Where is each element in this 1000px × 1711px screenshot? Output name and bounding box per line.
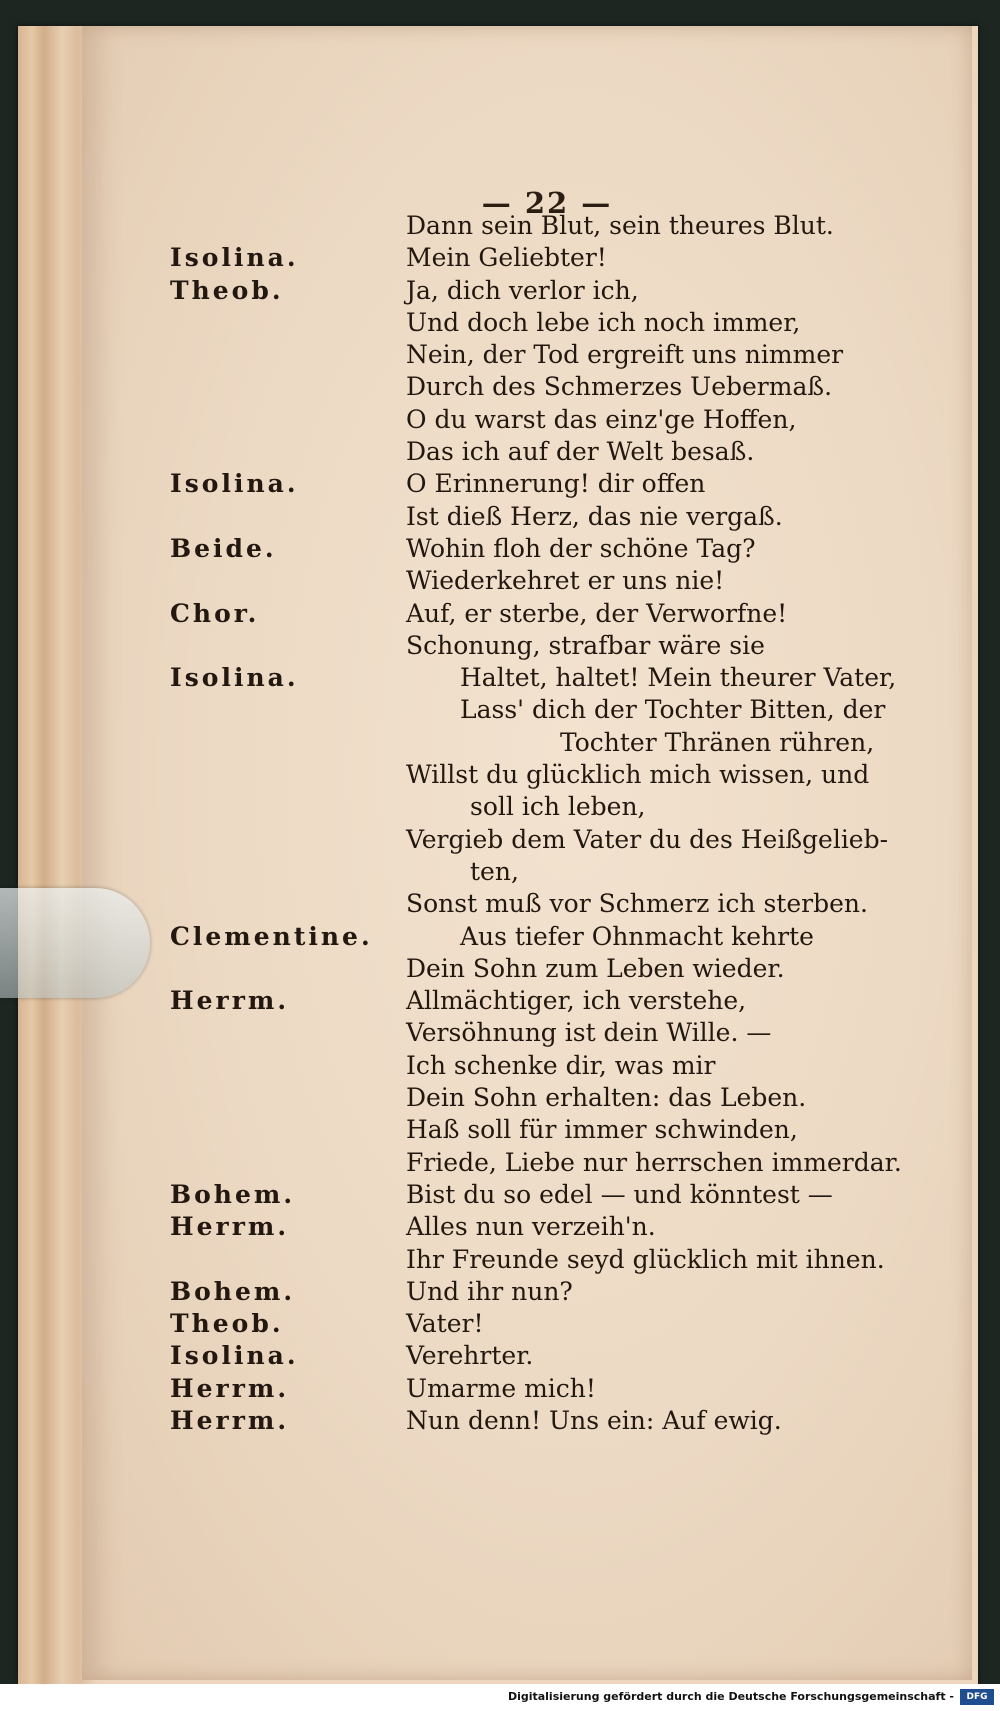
text-line: [170, 1017, 890, 1049]
footer-credit: Digitalisierung gefördert durch die Deutsche Forschungsgemeinschaft -: [507, 1690, 954, 1703]
verse-text: Bist du so edel — und könntest —: [406, 1179, 833, 1209]
verse-text: Lass' dich der Tochter Bitten, der: [460, 695, 886, 725]
speaker-name: Isolina.: [170, 663, 299, 693]
speaker-name: Clementine.: [170, 921, 373, 951]
text-line: [170, 565, 890, 597]
text-line: [170, 242, 890, 274]
speaker-name: Isolina.: [170, 469, 299, 499]
verse-text: Umarme mich!: [406, 1373, 596, 1403]
verse-text: Schonung, strafbar wäre sie: [406, 630, 765, 660]
speaker-name: Herrm.: [170, 1212, 290, 1242]
text-line: [170, 436, 890, 468]
text-line: [170, 404, 890, 436]
verse-text: Dein Sohn zum Leben wieder.: [406, 953, 785, 983]
text-line: [170, 856, 890, 888]
verse-text: Wohin floh der schöne Tag?: [406, 533, 756, 563]
verse-text: Vater!: [406, 1309, 484, 1339]
footer: [0, 1684, 1000, 1711]
verse-text: O du warst das einz'ge Hoffen,: [406, 404, 797, 434]
text-line: [170, 1050, 890, 1082]
dfg-logo-icon: DFG: [960, 1689, 994, 1705]
verse-text: Versöhnung ist dein Wille. —: [406, 1018, 772, 1048]
text-line: [170, 598, 890, 630]
text-line: [170, 1179, 890, 1211]
text-line: [170, 985, 890, 1017]
verse-text: Nun denn! Uns ein: Auf ewig.: [406, 1405, 782, 1435]
text-line: [170, 662, 897, 694]
verse-text: Durch des Schmerzes Uebermaß.: [406, 372, 833, 402]
text-line: [170, 1147, 902, 1179]
text-line: [170, 1276, 890, 1308]
verse-text: Vergieb dem Vater du des Heißgelieb-: [406, 824, 889, 854]
text-line: [170, 1211, 890, 1243]
text-line: [170, 1405, 890, 1437]
speaker-name: Theob.: [170, 1309, 284, 1339]
speaker-name: Herrm.: [170, 986, 290, 1016]
verse-text: Dann sein Blut, sein theures Blut.: [406, 211, 834, 240]
text-line: [170, 533, 890, 565]
verse-text: soll ich leben,: [470, 792, 646, 822]
text-line: [170, 307, 890, 339]
text-line: [170, 759, 890, 791]
verse-text: Haltet, haltet! Mein theurer Vater,: [460, 663, 897, 693]
verse-text: O Erinnerung! dir offen: [406, 469, 706, 499]
verse-text: Verehrter.: [406, 1341, 534, 1371]
text-line: [170, 1082, 890, 1114]
verse-text: Dein Sohn erhalten: das Leben.: [406, 1083, 807, 1113]
text-line: [170, 339, 890, 371]
play-text: [170, 210, 902, 1437]
verse-text: ten,: [470, 856, 519, 886]
text-line: [170, 791, 890, 823]
text-line: [170, 1373, 890, 1405]
speaker-name: Bohem.: [170, 1276, 296, 1306]
verse-text: Nein, der Tod ergreift uns nimmer: [406, 340, 844, 370]
text-line: [170, 210, 890, 242]
speaker-name: Theob.: [170, 275, 284, 305]
verse-text: Mein Geliebter!: [406, 243, 607, 273]
verse-text: Aus tiefer Ohnmacht kehrte: [460, 921, 814, 951]
text-line: [170, 1114, 890, 1146]
speaker-name: Bohem.: [170, 1179, 296, 1209]
scan-clip: [0, 888, 150, 998]
text-line: [170, 694, 890, 726]
text-line: [170, 468, 890, 500]
speaker-name: Chor.: [170, 598, 260, 628]
text-line: [170, 727, 890, 759]
text-line: [170, 953, 890, 985]
text-line: [170, 1244, 890, 1276]
verse-text: Sonst muß vor Schmerz ich sterben.: [406, 889, 868, 919]
verse-text: Friede, Liebe nur herrschen immerdar.: [406, 1147, 902, 1177]
text-line: [170, 630, 890, 662]
speaker-name: Beide.: [170, 533, 277, 563]
verse-text: Ja, dich verlor ich,: [406, 275, 639, 305]
speaker-name: Isolina.: [170, 1341, 299, 1371]
verse-text: Allmächtiger, ich verstehe,: [406, 986, 747, 1016]
verse-text: Und ihr nun?: [406, 1276, 573, 1306]
text-line: [170, 501, 890, 533]
page-number: — 22 —: [481, 186, 613, 220]
verse-text: Wiederkehret er uns nie!: [406, 566, 725, 596]
text-line: [170, 824, 890, 856]
verse-text: Willst du glücklich mich wissen, und: [406, 760, 870, 790]
verse-text: Auf, er sterbe, der Verworfne!: [406, 598, 788, 628]
verse-text: Ihr Freunde seyd glücklich mit ihnen.: [406, 1244, 885, 1274]
text-line: [170, 371, 890, 403]
verse-text: Ich schenke dir, was mir: [406, 1050, 716, 1080]
verse-text: Das ich auf der Welt besaß.: [406, 437, 755, 467]
verse-text: Tochter Thränen rühren,: [560, 727, 875, 757]
verse-text: Haß soll für immer schwinden,: [406, 1115, 798, 1145]
text-line: [170, 888, 890, 920]
text-line: [170, 1340, 890, 1372]
text-line: [170, 921, 890, 953]
verse-text: Alles nun verzeih'n.: [406, 1212, 656, 1242]
speaker-name: Herrm.: [170, 1373, 290, 1403]
verse-text: Ist dieß Herz, das nie vergaß.: [406, 501, 783, 531]
speaker-name: Isolina.: [170, 243, 299, 273]
text-line: [170, 1308, 890, 1340]
text-line: [170, 275, 890, 307]
verse-text: Und doch lebe ich noch immer,: [406, 307, 801, 337]
speaker-name: Herrm.: [170, 1405, 290, 1435]
